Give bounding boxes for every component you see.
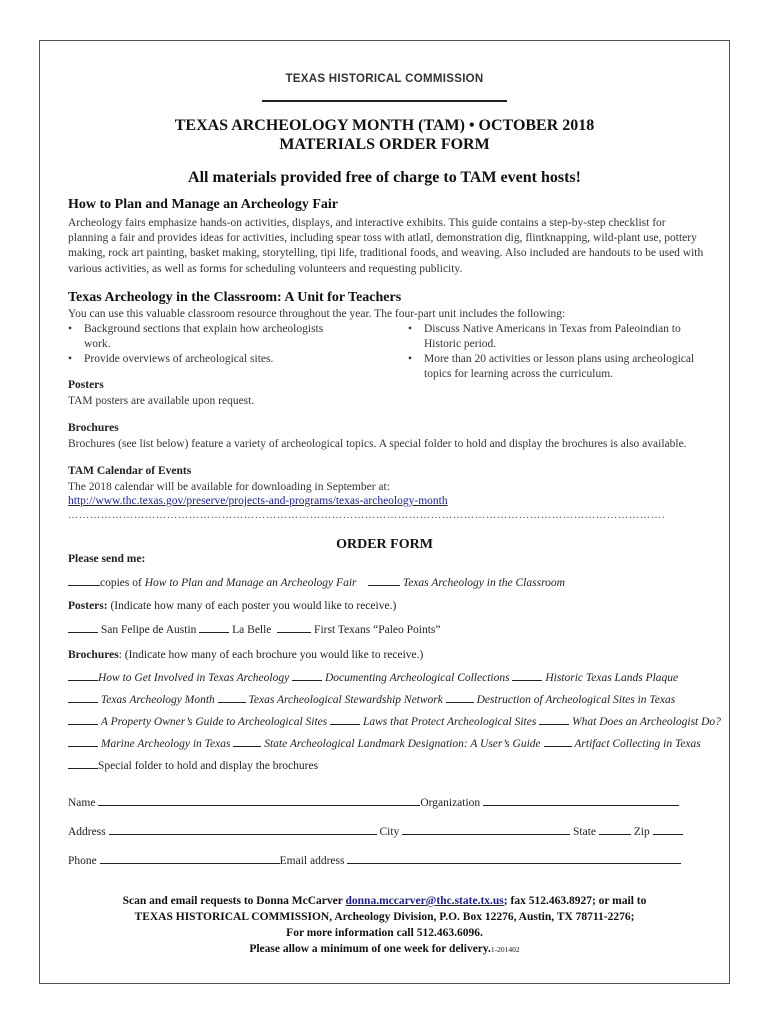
fair-heading: How to Plan and Manage an Archeology Fair	[68, 197, 339, 212]
brochure-quantity-field[interactable]	[512, 669, 542, 681]
state-field[interactable]	[599, 823, 631, 835]
address-row: Address City State Zip	[68, 823, 683, 838]
order-form-heading: ORDER FORM	[336, 537, 433, 552]
calendar-body: The 2018 calendar will be available for downloading in September at:	[68, 481, 390, 493]
organization-field[interactable]	[483, 794, 679, 806]
posters-body: TAM posters are available upon request.	[68, 395, 255, 407]
classroom-bullets-left	[68, 322, 348, 367]
name-field[interactable]	[98, 794, 420, 806]
footer	[40, 893, 729, 958]
brochure-quantity-field[interactable]	[330, 713, 360, 725]
agency-name: TEXAS HISTORICAL COMMISSION	[285, 73, 484, 85]
poster-quantity-field[interactable]	[277, 621, 311, 633]
page-subtitle: MATERIALS ORDER FORM	[279, 136, 490, 153]
brochure-quantity-field[interactable]	[446, 691, 474, 703]
form-code: 1-201402	[490, 945, 520, 954]
classroom-bullets-right	[408, 322, 708, 382]
bullet-item: • Provide overviews of archeological sites.	[68, 352, 348, 367]
fair-body: Archeology fairs emphasize hands-on activities, displays, and interactive exhibits. This guide contains a step-by-step checklist for planning a fair and provides ideas for activities, including spear toss with atlatl, demonstration dig, flintknapping, wild-plant use, pottery making, rock art painting, basket making, storytelling, tipi life, traditional foods, and weaving. Also included are handouts to be used with various activities, as well as forms for scheduling volunteers and requesting publicity.	[68, 217, 704, 275]
brochure-quantity-field[interactable]	[233, 735, 261, 747]
phone-row: Phone Email address	[68, 852, 681, 867]
calendar-link[interactable]: http://www.thc.texas.gov/preserve/projects-and-programs/texas-archeology-month	[68, 495, 448, 507]
brochure-quantity-field[interactable]	[292, 669, 322, 681]
brochure-quantity-field[interactable]	[544, 735, 572, 747]
please-send-label: Please send me:	[68, 553, 146, 565]
brochure-row: Texas Archeology Month Texas Archeological Stewardship Network Destruction of Archeological Sites in Texas	[68, 691, 675, 706]
brochure-quantity-field[interactable]	[68, 713, 98, 725]
brochure-row: A Property Owner’s Guide to Archeological Sites Laws that Protect Archeological Sites What Does an Archeologist Do?	[68, 713, 721, 728]
footer-line-4: Please allow a minimum of one week for delivery.1-201402	[249, 943, 520, 955]
classroom-intro: You can use this valuable classroom resource throughout the year. The four-part unit includes the following:	[68, 308, 566, 320]
bullet-item: • Background sections that explain how archeologists work.	[68, 322, 348, 352]
brochures-heading: Brochures	[68, 422, 119, 434]
brochures-body: Brochures (see list below) feature a variety of archeological topics. A special folder to hold and display the brochures is also available.	[68, 438, 687, 450]
posters-heading: Posters	[68, 379, 104, 391]
footer-line-3: For more information call 512.463.6096.	[286, 927, 483, 939]
email-field[interactable]	[347, 852, 681, 864]
name-row: Name Organization	[68, 794, 679, 809]
header-rule	[262, 100, 507, 102]
brochure-row: Marine Archeology in Texas State Archeological Landmark Designation: A User’s Guide Artifact Collecting in Texas	[68, 735, 701, 750]
posters-instruction: Posters: (Indicate how many of each poster you would like to receive.)	[68, 600, 397, 612]
copies-row: copies of How to Plan and Manage an Archeology Fair Texas Archeology in the Classroom	[68, 574, 565, 589]
address-field[interactable]	[109, 823, 377, 835]
bullet-item: • Discuss Native Americans in Texas from Paleoindian to Historic period.	[408, 322, 708, 352]
posters-row: San Felipe de Austin La Belle First Texans “Paleo Points”	[68, 621, 440, 636]
brochure-quantity-field[interactable]	[539, 713, 569, 725]
classroom-heading: Texas Archeology in the Classroom: A Unit for Teachers	[68, 290, 402, 305]
brochures-instruction: Brochures: (Indicate how many of each brochure you would like to receive.)	[68, 649, 424, 661]
brochure-quantity-field[interactable]	[68, 735, 98, 747]
classroom-quantity-field[interactable]	[368, 574, 400, 586]
footer-line-2: TEXAS HISTORICAL COMMISSION, Archeology Division, P.O. Box 12276, Austin, TX 78711-2276;	[134, 911, 635, 923]
zip-field[interactable]	[653, 823, 683, 835]
form-page	[39, 40, 730, 984]
free-notice: All materials provided free of charge to TAM event hosts!	[188, 169, 581, 186]
footer-line-1: Scan and email requests to Donna McCarver donna.mccarver@thc.state.tx.us; fax 512.463.8927; or mail to	[122, 895, 647, 907]
page-title: TEXAS ARCHEOLOGY MONTH (TAM) • OCTOBER 2018	[174, 117, 595, 134]
contact-email-link[interactable]: donna.mccarver@thc.state.tx.us	[345, 895, 504, 907]
city-field[interactable]	[402, 823, 570, 835]
divider: ……………………………………………………………………………………………………………………………………………….	[68, 510, 666, 521]
brochure-quantity-field[interactable]	[68, 691, 98, 703]
calendar-heading: TAM Calendar of Events	[68, 465, 192, 477]
fair-quantity-field[interactable]	[68, 574, 100, 586]
poster-quantity-field[interactable]	[68, 621, 98, 633]
brochure-quantity-field[interactable]	[68, 669, 98, 681]
brochure-quantity-field[interactable]	[218, 691, 246, 703]
bullet-item: • More than 20 activities or lesson plans using archeological topics for learning across the curriculum.	[408, 352, 708, 382]
folder-quantity-field[interactable]	[68, 757, 98, 769]
folder-row: Special folder to hold and display the brochures	[68, 757, 318, 772]
poster-quantity-field[interactable]	[199, 621, 229, 633]
phone-field[interactable]	[100, 852, 280, 864]
brochure-row: How to Get Involved in Texas Archeology Documenting Archeological Collections Historic Texas Lands Plaque	[68, 669, 678, 684]
